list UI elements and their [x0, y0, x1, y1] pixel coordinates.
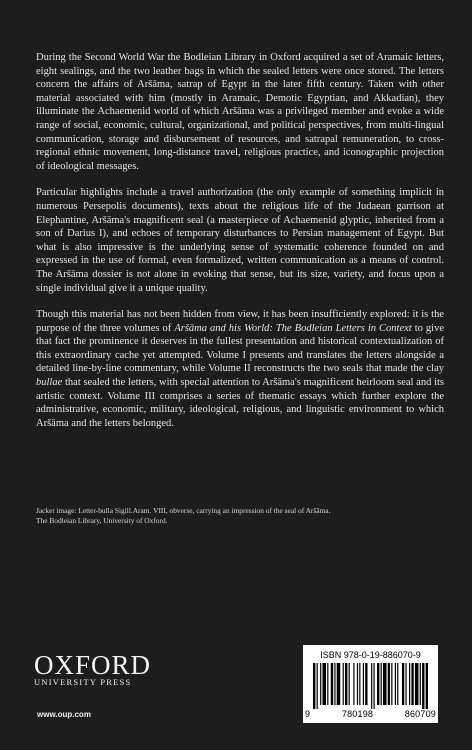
jacket-image-caption [36, 506, 436, 527]
isbn-barcode [303, 645, 438, 723]
barcode-bar [381, 663, 382, 705]
barcode-bar [373, 663, 374, 709]
barcode-bar [327, 663, 328, 705]
barcode-bar [331, 663, 333, 705]
barcode-bar [345, 663, 347, 705]
barcode-bar [377, 663, 379, 705]
barcode-digit-group-1: 780198 [341, 709, 374, 719]
caption-line-1: Jacket image: Letter-bulla Sigill.Aram. VIII, obverse, carrying an impression of the seal of Aršāma. [36, 506, 331, 515]
barcode-bar [405, 663, 406, 705]
barcode-bar [383, 663, 387, 705]
blurb-paragraph-3-part-c: that sealed the letters, with special attention to Aršāma's magnificent heirloom seal and its artistic context. Volume III comprises a series of thematic essays which further explore the administrative, economic, military, ideological, religious, and linguistic environment to which Aršāma and the letters belonged. [36, 377, 444, 429]
barcode-bar [359, 663, 360, 705]
barcode-bar [388, 663, 390, 705]
barcode-bar [395, 663, 396, 705]
isbn-label: ISBN 978-0-19-886070-9 [320, 650, 421, 660]
barcode-bar [365, 663, 367, 705]
blurb-paragraph-3-part-a: Though this material has not been hidden from view, it has been insufficiently explored: it is the purpose of the three volumes of [36, 309, 444, 334]
barcode-bar [317, 663, 318, 709]
barcode-bar [343, 663, 344, 705]
series-title: Aršāma and his World: The Bodleian Letters in Context [174, 322, 412, 334]
publisher-subname: UNIVERSITY PRESS [34, 678, 132, 687]
blurb-paragraph-1: During the Second World War the Bodleian Library in Oxford acquired a set of Aramaic letters, eight sealings, and the two leather bags in which the sealed letters were once stored. The letters concern the affairs of Aršāma, satrap of Egypt in the later fifth century. Taken with other material associated with him (mostly in Aramaic, Demotic Egyptian, and Akkadian), they illuminate the Achaemenid world of which Aršāma was a privileged member and evoke a wide range of social, economic, cultural, organizational, and political perspectives, from multi-lingual communication, storage and disbursement of resources, and satrapal remuneration, to cross-regional ethnic movement, long-distance travel, religious practice, and iconographic projection of ideological messages. [36, 52, 444, 172]
barcode-digit-group-2: 860709 [404, 709, 436, 719]
blurb-paragraph-3-part-b: to give that fact the prominence it deserves in the fullest presentation and historical contextualization of this extraordinary cache yet attempted. Volume I presents and translates the letters alongside a detailed line-by-line commentary, while Volume II reconstructs the two seals that made the clay [36, 322, 444, 375]
barcode-bar [391, 663, 392, 705]
barcode-bars [313, 663, 428, 709]
barcode-bar [322, 663, 326, 705]
barcode-bar [420, 663, 421, 705]
barcode-bar [320, 663, 321, 705]
publisher-name: OXFORD [34, 650, 152, 680]
barcode-bar [426, 663, 428, 709]
barcode-bar [349, 663, 350, 705]
blurb-paragraph-3 [36, 308, 444, 430]
barcode-bar [411, 663, 413, 705]
barcode-digit-lead: 9 [305, 709, 311, 719]
barcode-bar [371, 663, 372, 709]
barcode-bar [397, 663, 398, 705]
blurb-paragraph-2: Particular highlights include a travel authorization (the only example of something implicit in numerous Persepolis documents), texts about the religious life of the Judaean garrison at Elephantine, Aršāma's magnificent seal (a masterpiece of Achaemenid glyptic, inherited from a son of Darius I), and echoes of temporary disturbances to Persian management of Egypt. But what is also impressive is the underlying sense of systematic coherence founded on and expressed in the use of formal, even formalized, written communication as a means of control. The Aršāma dossier is not alone in evoking that sense, but its size, variety, and focus upon a single individual give it a unique quality. [36, 187, 444, 294]
barcode-bar [422, 663, 424, 709]
barcode-bar [337, 663, 341, 705]
bullae-term: bullae [36, 377, 63, 389]
blurb-text [36, 51, 444, 443]
barcode-bar [409, 663, 410, 705]
barcode-bar [357, 663, 358, 705]
publisher-logo [34, 652, 164, 687]
caption-line-2: The Bodleian Library, University of Oxford. [36, 516, 168, 526]
barcode-bar [402, 663, 404, 705]
barcode-bar [334, 663, 335, 705]
barcode-bar [313, 663, 315, 709]
publisher-url[interactable]: www.oup.com [37, 710, 91, 719]
barcode-bar [353, 663, 354, 705]
barcode-bar [415, 663, 419, 705]
barcode-bar [363, 663, 364, 705]
barcode-digits [305, 709, 436, 719]
